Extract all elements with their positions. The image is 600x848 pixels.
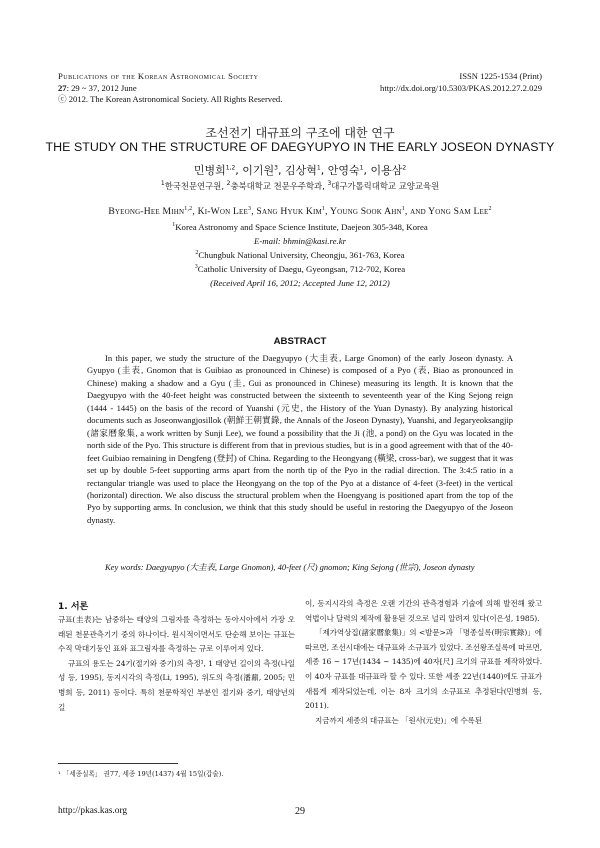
- author-name: 이기원$^3$: [242, 164, 278, 177]
- affiliation-1: $^1$Korea Astronomy and Space Science Institute, Daejeon 305-348, Korea: [172, 222, 428, 232]
- title-korean: 조선전기 대규표의 구조에 대한 연구: [205, 126, 395, 140]
- affiliation-item: $^1$한국천문연구원,: [160, 180, 227, 191]
- affiliation-item: $^3$대구가톨릭대학교 교양교육원: [327, 180, 440, 191]
- footnote-rule: [58, 763, 178, 764]
- abstract-heading: ABSTRACT: [273, 336, 327, 347]
- abstract-body: In this paper, we study the structure of the Daegyupyo (大圭表, Large Gnomon) of the early Joseon dynasty. A Gyupyo (圭表, Gnomon that is Guibiao as pronounced in Chinese) is composed of a Pyo (表, Biao as pronounced in Chinese) making a shadow and a Gyu (圭, Gui as pronounced in Chinese) measuring its length. It is known that the Daegyupyo with the 40-feet height was constructed between the sixteenth to seventeenth year of the King Sejong reign (1444 - 1445) on the basis of the record of Yuanshi (元史, the History of the Yuan Dynasty). By analyzing historical documents such as Joseonwangjosillok (朝鮮王朝實錄, the Annals of the Joseon Dynasty), Yuanshi, and Jegaryeoksangjip (諸家曆象集, a work written by Sunji Lee), we found a possibility that the Ji (池, a pond) on the Gyu was located in the north side of the Pyo. This structure is different from that in previous studies, but is in a good agreement with that of the 40-feet Guibiao remaining in Dengfeng (登封) of China. Regarding to the Heongyang (橫梁, cross-bar), we suggest that it was set up by double 5-feet supporting arms apart from the north tip of the Pyo in the radial direction. The 3:4:5 ratio in a rectangular triangle was used to place the Heongyang on the top of the Pyo at a distance of 4-feet (3-feet) in the vertical (horizontal) direction. We also discuss the structural problem when the Hoengyang is positioned apart from the top of the Pyo by supporting arms. In conclusion, we think that this study should be useful in restoring the Daegyupyo of the Joseon dynasty.: [87, 353, 513, 525]
- volume-number: 27: [58, 82, 67, 93]
- affiliation-item: $^2$충북대학교 천문우주학과,: [226, 180, 328, 191]
- author-name: Young Sook Ahn$^1$: [329, 205, 405, 217]
- title-english: THE STUDY ON THE STRUCTURE OF DAEGYUPYO IN THE EARLY JOSEON DYNASTY: [45, 140, 555, 154]
- section-heading-introduction: 1. 서론: [58, 602, 89, 612]
- author-name: 민병희$^{1,2}$: [193, 164, 236, 177]
- affiliation-3: $^3$Catholic University of Daegu, Gyeongsan, 712-702, Korea: [194, 264, 406, 274]
- body-column-right: [305, 597, 542, 728]
- issn: ISSN 1225-1534 (Print): [459, 71, 542, 81]
- author-name: 안영숙$^1$: [327, 164, 364, 177]
- author-name: Ki-Won Lee$^3$: [197, 205, 252, 217]
- body-column-left: [58, 613, 295, 715]
- keywords: Key words: Daegyupyo (大圭表, Large Gnomon), 40-feet (尺) gnomon; King Sejong (世宗), Joseon dynasty: [105, 562, 475, 572]
- paragraph: 규표(圭表)는 남중하는 태양의 그림자를 측정하는 동아시아에서 가장 오래된 천문관측기기 중의 하나이다. 원시적이면서도 단순해 보이는 규표는 수직 막대기둥인 표와 표그림자를 측정하는 규로 이루어져 있다.: [58, 615, 295, 654]
- paragraph: 「제가역상집(諸家曆象集)」의 <발문>과 「명종실록(明宗實錄)」에 따르면, 조선시대에는 대규표와 소규표가 있었다. 조선왕조실록에 따르면, 세종 16 ~ 17년(1434 ~ 1435)에 40자[尺] 크기의 규표를 제작하였다. 이 40자 규표를 대규표라 할 수 있다. 또한 세종 22년(1440)에도 규표가 새롭게 제작되었는데, 이는 8자 크기의 소규표로 추정된다(민병희 등, 2011).: [305, 628, 542, 711]
- authors-korean: 민병희$^{1,2}$, 이기원$^3$, 김상혁$^1$, 안영숙$^1$, 이용삼$^2$: [193, 164, 407, 177]
- footnote: ¹ 「세종실록」 권77, 세종 19년(1437) 4월 15일(갑술).: [58, 770, 224, 778]
- email[interactable]: E-mail: bhmin@kasi.re.kr: [253, 236, 347, 246]
- journal-name: Publications of the Korean Astronomical Society: [58, 71, 259, 81]
- footer-url[interactable]: http://pkas.kas.org: [58, 806, 128, 816]
- paragraph: 지금까지 세종의 대규표는 「원사(元史)」에 수록된: [315, 715, 482, 725]
- affiliations-korean: [0, 180, 600, 192]
- author-name: 이용삼$^2$: [370, 164, 407, 177]
- page-number: 29: [295, 806, 305, 817]
- author-name: Yong Sam Lee$^2$: [428, 205, 492, 217]
- affiliation-2: $^2$Chungbuk National University, Cheongju, 361-763, Korea: [195, 250, 405, 260]
- paragraph: 이, 동지시각의 측정은 오랜 기간의 관측경험과 기술에 의해 발전해 왔고 역법이나 달력의 제작에 활용된 것으로 널리 알려져 있다(이은성, 1985).: [305, 599, 542, 623]
- author-name: 김상혁$^1$: [285, 164, 321, 177]
- running-header-right: [322, 71, 542, 94]
- doi-link[interactable]: http://dx.doi.org/10.5303/PKAS.2012.27.2.029: [380, 82, 542, 93]
- authors-english: Byeong-Hee Mihn$^{1,2}$, Ki-Won Lee$^3$, Sang Hyuk Kim$^1$, Young Sook Ahn$^1$, and Yong Sam Lee$^2$: [108, 205, 492, 217]
- author-name: Sang Hyuk Kim$^1$: [256, 205, 326, 217]
- received-accepted: (Received April 16, 2012; Accepted June 12, 2012): [210, 278, 390, 288]
- paragraph: 규표의 용도는 24기(절기와 중기)의 측정¹, 1 태양년 길이의 측정(나일성 등, 1995), 동지시각의 측정(Li, 1995), 위도의 측정(潘鼐, 2005; 민병희 등, 2011) 등이다. 특히 천문학적인 부분인 절기와 중기, 태양년의 길: [58, 658, 295, 712]
- copyright: ⓒ 2012. The Korean Astronomical Society. All Rights Reserved.: [58, 94, 283, 105]
- pages-date: : 29 ~ 37, 2012 June: [66, 82, 137, 93]
- author-name: Byeong-Hee Mihn$^{1,2}$: [108, 205, 193, 217]
